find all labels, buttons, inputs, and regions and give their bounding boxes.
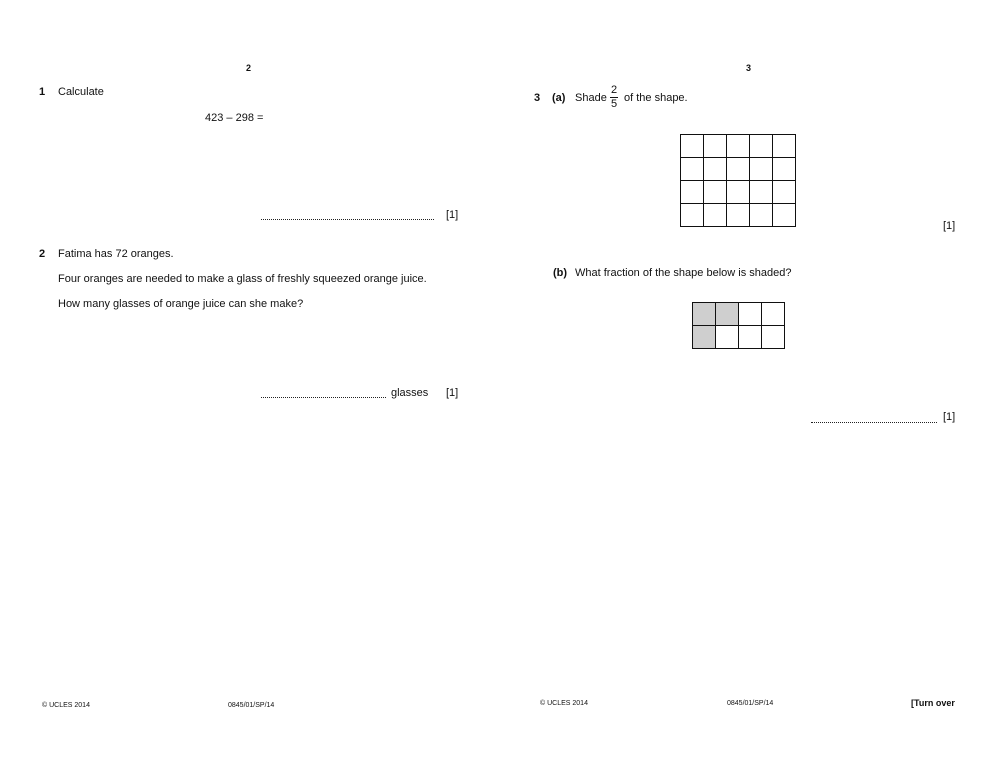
q2-marks: [1]	[446, 387, 459, 399]
q2-answer-line[interactable]	[261, 397, 386, 398]
q3b-grid-cell	[716, 326, 739, 349]
q3a-marks: [1]	[943, 220, 956, 232]
q2-line2: Four oranges are needed to make a glass of freshly squeezed orange juice.	[58, 273, 427, 285]
grid-row	[693, 326, 785, 349]
footer-copyright-left: © UCLES 2014	[42, 702, 90, 709]
q3a-grid-cell[interactable]	[773, 181, 796, 204]
q3a-grid-cell[interactable]	[750, 158, 773, 181]
q3a-grid-cell[interactable]	[773, 158, 796, 181]
q3b-answer-line[interactable]	[811, 422, 937, 423]
q3a-grid-cell[interactable]	[750, 135, 773, 158]
q3b-label: (b)	[553, 267, 568, 279]
q3b-grid-cell-shaded	[693, 303, 716, 326]
grid-row	[693, 303, 785, 326]
q3b-grid-cell	[762, 326, 785, 349]
footer-code-left: 0845/01/SP/14	[228, 702, 275, 709]
q3a-grid-cell[interactable]	[773, 135, 796, 158]
q3a-grid-cell[interactable]	[727, 204, 750, 227]
q2-line1: Fatima has 72 oranges.	[58, 248, 174, 260]
q3a-grid-cell[interactable]	[727, 181, 750, 204]
q3a-grid-cell[interactable]	[704, 158, 727, 181]
q3b-grid-cell	[762, 303, 785, 326]
page-number-right: 3	[746, 63, 752, 73]
q2-number: 2	[39, 248, 46, 260]
q3-number: 3	[534, 92, 541, 104]
q3a-grid-cell[interactable]	[750, 181, 773, 204]
q3a-grid-cell[interactable]	[773, 204, 796, 227]
q2-unit: glasses	[391, 387, 429, 399]
q3a-fraction-numerator: 2	[610, 84, 618, 96]
q3a-fraction	[610, 85, 618, 110]
q3a-grid-cell[interactable]	[681, 135, 704, 158]
q1-expression: 423 – 298 =	[205, 112, 264, 124]
q3b-grid-cell-shaded	[716, 303, 739, 326]
grid-row	[681, 158, 796, 181]
q3b-grid-cell-shaded	[693, 326, 716, 349]
grid-row	[681, 181, 796, 204]
footer-copyright-right: © UCLES 2014	[540, 700, 588, 707]
q1-number: 1	[39, 86, 46, 98]
q3a-grid-cell[interactable]	[727, 158, 750, 181]
q3b-grid-cell	[739, 326, 762, 349]
q3a-grid-cell[interactable]	[681, 158, 704, 181]
q1-marks: [1]	[446, 209, 459, 221]
grid-row	[681, 204, 796, 227]
q3a-grid-cell[interactable]	[750, 204, 773, 227]
q2-line3: How many glasses of orange juice can she make?	[58, 298, 304, 310]
q3a-grid-cell[interactable]	[704, 135, 727, 158]
q3a-grid[interactable]	[680, 134, 796, 227]
q3a-grid-cell[interactable]	[681, 181, 704, 204]
q3b-grid	[692, 302, 785, 349]
q1-answer-line[interactable]	[261, 219, 434, 220]
q1-prompt: Calculate	[58, 86, 104, 98]
q3a-grid-cell[interactable]	[704, 204, 727, 227]
q3b-marks: [1]	[943, 411, 956, 423]
turn-over: [Turn over	[911, 698, 955, 708]
q3b-grid-cell	[739, 303, 762, 326]
q3a-grid-cell[interactable]	[704, 181, 727, 204]
page-number-left: 2	[246, 63, 252, 73]
q3b-question: What fraction of the shape below is shaded?	[575, 267, 792, 279]
footer-code-right: 0845/01/SP/14	[727, 700, 774, 707]
grid-row	[681, 135, 796, 158]
q3a-text-before: Shade	[575, 92, 607, 104]
q3a-label: (a)	[552, 92, 566, 104]
q3a-fraction-denominator: 5	[610, 98, 618, 110]
q3a-grid-cell[interactable]	[727, 135, 750, 158]
q3a-text-after: of the shape.	[624, 92, 688, 104]
q3a-grid-cell[interactable]	[681, 204, 704, 227]
